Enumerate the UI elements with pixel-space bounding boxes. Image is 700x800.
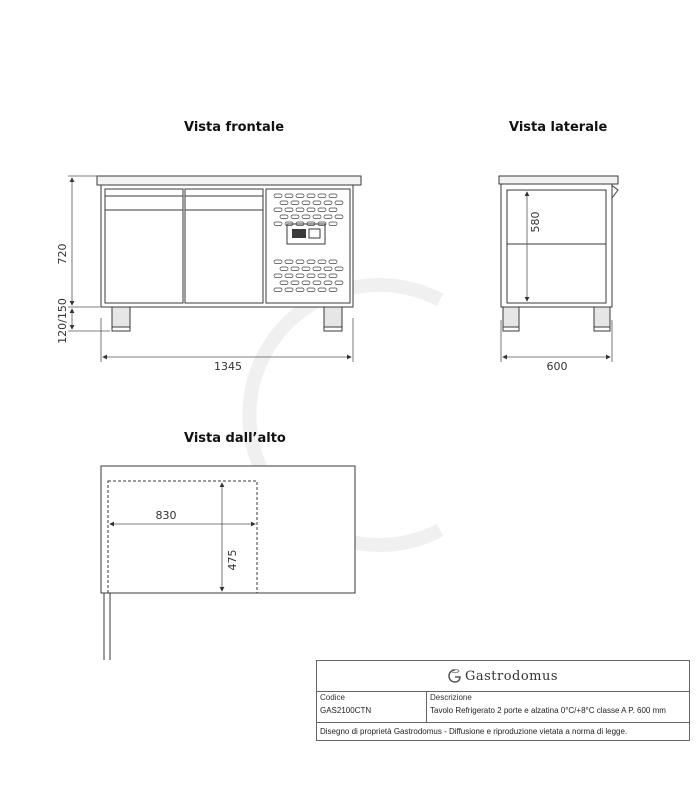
front-compressor-panel	[266, 189, 350, 303]
top-inner-depth-label: 475	[226, 549, 239, 571]
ownership-note: Disegno di proprietà Gastrodomus - Diffusione e riproduzione vietata a norma di legge.	[320, 727, 628, 736]
description-label: Descrizione	[430, 693, 472, 702]
code-label: Codice	[320, 693, 345, 702]
brand-logo	[317, 661, 689, 692]
description-value: Tavolo Refrigerato 2 porte e alzatina 0°C/+8°C classe A P. 600 mm	[430, 706, 666, 715]
front-right-handle	[185, 189, 263, 196]
title-block-info-row	[317, 691, 689, 723]
side-inner-height-label: 580	[529, 211, 542, 233]
front-leg-right	[324, 307, 342, 327]
front-right-door	[185, 189, 263, 303]
side-leg-back	[594, 307, 610, 327]
front-left-handle	[105, 189, 183, 196]
side-view-title: Vista laterale	[509, 120, 608, 135]
brand-name: Gastrodomus	[464, 668, 559, 684]
leg-height-label: 120/150	[56, 298, 69, 344]
code-cell	[317, 691, 427, 722]
top-outline	[101, 466, 355, 593]
front-view-title: Vista frontale	[184, 120, 285, 135]
logo-icon	[448, 668, 462, 684]
front-height-label: 720	[56, 243, 69, 265]
side-view	[499, 176, 618, 331]
top-backsplash	[104, 593, 110, 660]
side-body	[501, 184, 612, 307]
top-inner-width-label: 830	[155, 509, 177, 522]
front-leg-left	[112, 307, 130, 327]
front-view	[97, 176, 361, 331]
front-width-label: 1345	[214, 360, 242, 373]
front-table-top	[97, 176, 361, 185]
front-left-door	[105, 189, 183, 303]
description-cell	[427, 691, 689, 722]
side-depth-label: 600	[546, 360, 568, 373]
side-leg-front	[503, 307, 519, 327]
top-view-title: Vista dall’alto	[184, 431, 286, 446]
side-table-top	[499, 176, 618, 184]
code-value: GAS2100CTN	[320, 706, 372, 715]
title-block	[316, 660, 690, 741]
